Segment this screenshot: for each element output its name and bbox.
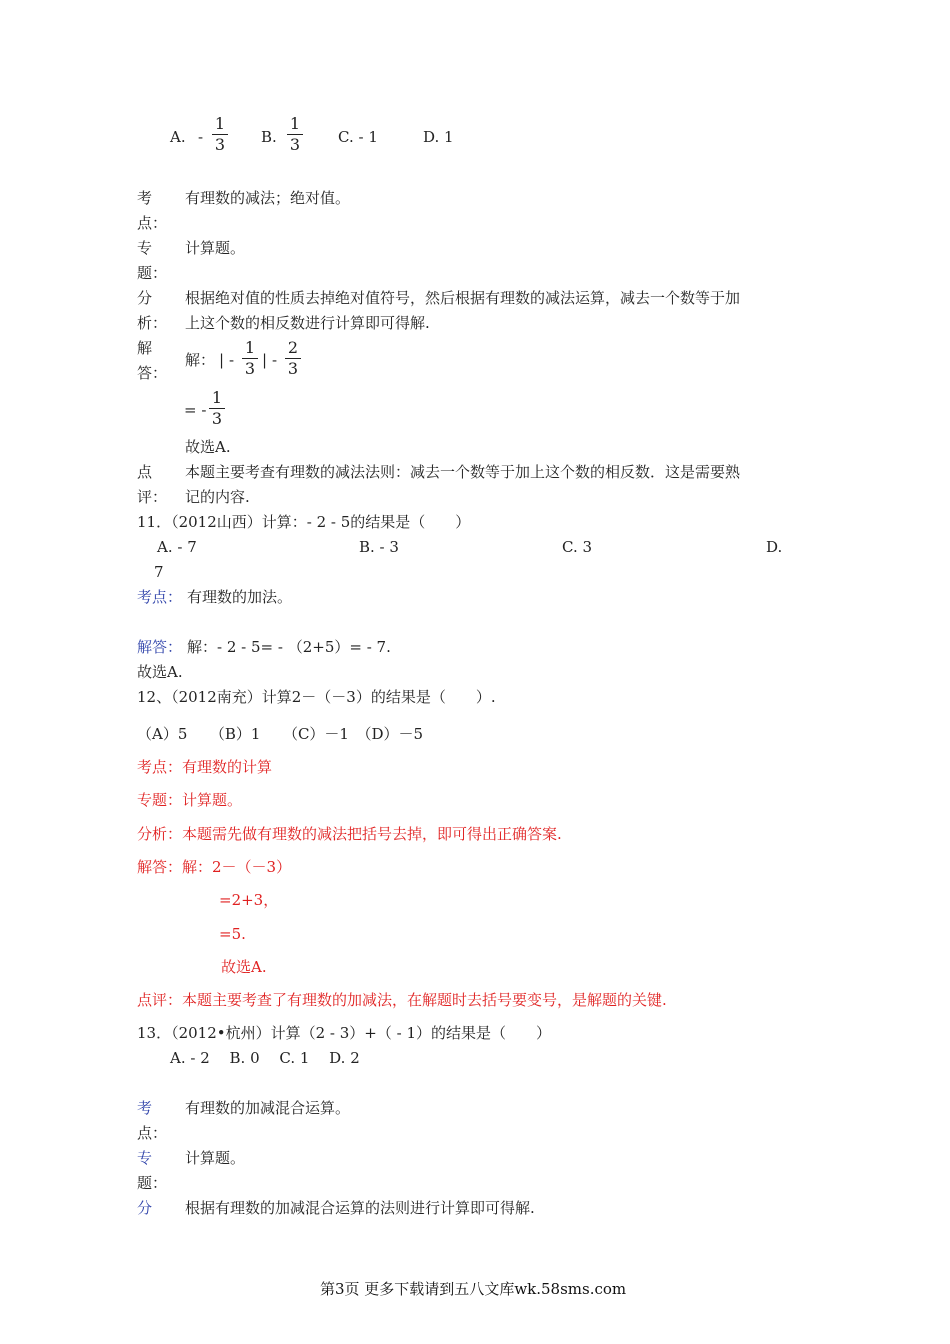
q10-jieda-sign-2: - [272, 351, 278, 369]
q10-kaodian-label-1: 考 [137, 189, 153, 207]
q10-option-a-label: A. [170, 128, 186, 146]
q10-jieda-eq: = - [184, 401, 207, 419]
q13-kaodian-label-1: 考 [137, 1099, 153, 1117]
q10-option-a-fraction [210, 116, 230, 153]
q10-fenxi-label-1: 分 [137, 289, 153, 307]
q11-option-c: C. 3 [562, 538, 593, 556]
q10-jieda-prefix: 解： [185, 351, 216, 369]
q12-step-3: 故选A. [221, 958, 267, 976]
fraction-numerator: 2 [287, 338, 299, 357]
q11-jieda-label: 解答： [137, 638, 183, 656]
q10-option-a-sign: - [198, 128, 204, 146]
q10-jieda-fraction-2 [283, 340, 303, 377]
fraction-denominator: 3 [211, 409, 223, 428]
q10-zhuanti-text: 计算题。 [185, 239, 246, 257]
q13-fenxi-label: 分 [137, 1199, 153, 1217]
fraction-denominator: 3 [289, 135, 301, 154]
q10-dianping-label-2: 评： [137, 488, 168, 506]
q10-fenxi-line-2: 上这个数的相反数进行计算即可得解. [185, 314, 430, 332]
q10-kaodian-text: 有理数的减法；绝对值。 [185, 189, 351, 207]
q10-fenxi-line-1: 根据绝对值的性质去掉绝对值符号，然后根据有理数的减法运算，减去一个数等于加 [185, 289, 741, 307]
fraction-denominator: 3 [287, 359, 299, 378]
q11-option-d-value: 7 [154, 563, 164, 581]
q10-jieda-fraction-3 [207, 390, 227, 427]
q12-options: （A）5 （B）1 （C）－1 （D）－5 [137, 725, 424, 743]
q10-jieda-sign-1: - [229, 351, 235, 369]
q13-options: A. - 2 B. 0 C. 1 D. 2 [170, 1049, 360, 1067]
q13-fenxi-text: 根据有理数的加减混合运算的法则进行计算即可得解. [185, 1199, 535, 1217]
fraction-denominator: 3 [244, 359, 256, 378]
q13-zhuanti-label-2: 题： [137, 1174, 168, 1192]
q13-stem: 13．（2012•杭州）计算（2 - 3）+（ - 1）的结果是（ ） [137, 1024, 552, 1042]
q10-jieda-fraction-1 [240, 340, 260, 377]
q10-kaodian-label-2: 点： [137, 214, 168, 232]
q10-jieda-abs-close: | [262, 351, 268, 369]
q10-dianping-line-2: 记的内容. [185, 488, 250, 506]
q11-option-b: B. - 3 [359, 538, 399, 556]
q11-option-d: D. [766, 538, 783, 556]
fraction-numerator: 1 [214, 114, 226, 133]
q11-jieda-text: 解：- 2 - 5= - （2+5）= - 7. [187, 638, 391, 656]
q12-stem: 12、（2012南充）计算2－（－3）的结果是（ ）. [137, 688, 496, 706]
q10-option-d: D. 1 [423, 128, 454, 146]
q11-conclusion: 故选A. [137, 663, 183, 681]
fraction-denominator: 3 [214, 135, 226, 154]
q10-option-b-fraction [285, 116, 305, 153]
q12-dianping: 点评：本题主要考查了有理数的加减法，在解题时去括号要变号，是解题的关键. [137, 991, 667, 1009]
q11-stem: 11．（2012山西）计算：- 2 - 5的结果是（ ） [137, 513, 471, 531]
fraction-numerator: 1 [211, 388, 223, 407]
q10-jieda-label-1: 解 [137, 339, 153, 357]
q10-option-b-label: B. [261, 128, 277, 146]
q12-jieda: 解答：解：2－（－3） [137, 858, 292, 876]
q11-option-a: A. - 7 [157, 538, 197, 556]
q13-kaodian-label-2: 点： [137, 1124, 168, 1142]
q12-step-1: =2+3， [219, 891, 279, 909]
q11-kaodian-text: 有理数的加法。 [187, 588, 293, 606]
q13-zhuanti-label-1: 专 [137, 1149, 153, 1167]
q12-zhuanti: 专题：计算题。 [137, 791, 243, 809]
q12-kaodian: 考点：有理数的计算 [137, 758, 273, 776]
q11-kaodian-label: 考点： [137, 588, 183, 606]
fraction-numerator: 1 [289, 114, 301, 133]
q10-fenxi-label-2: 析： [137, 314, 168, 332]
q10-dianping-label-1: 点 [137, 463, 153, 481]
fraction-numerator: 1 [244, 338, 256, 357]
q10-dianping-line-1: 本题主要考查有理数的减法法则：减去一个数等于加上这个数的相反数．这是需要熟 [185, 463, 741, 481]
q13-zhuanti-text: 计算题。 [185, 1149, 246, 1167]
q10-jieda-label-2: 答： [137, 364, 168, 382]
q12-fenxi: 分析：本题需先做有理数的减法把括号去掉，即可得出正确答案. [137, 825, 562, 843]
q12-step-2: =5. [219, 925, 246, 943]
q10-zhuanti-label-1: 专 [137, 239, 153, 257]
q10-zhuanti-label-2: 题： [137, 264, 168, 282]
q10-jieda-conclusion: 故选A. [185, 438, 231, 456]
page-footer: 第3页 更多下载请到五八文库wk.58sms.com [320, 1280, 627, 1298]
q10-jieda-abs-open: | [219, 351, 225, 369]
q13-kaodian-text: 有理数的加减混合运算。 [185, 1099, 351, 1117]
q10-option-c: C. - 1 [338, 128, 378, 146]
